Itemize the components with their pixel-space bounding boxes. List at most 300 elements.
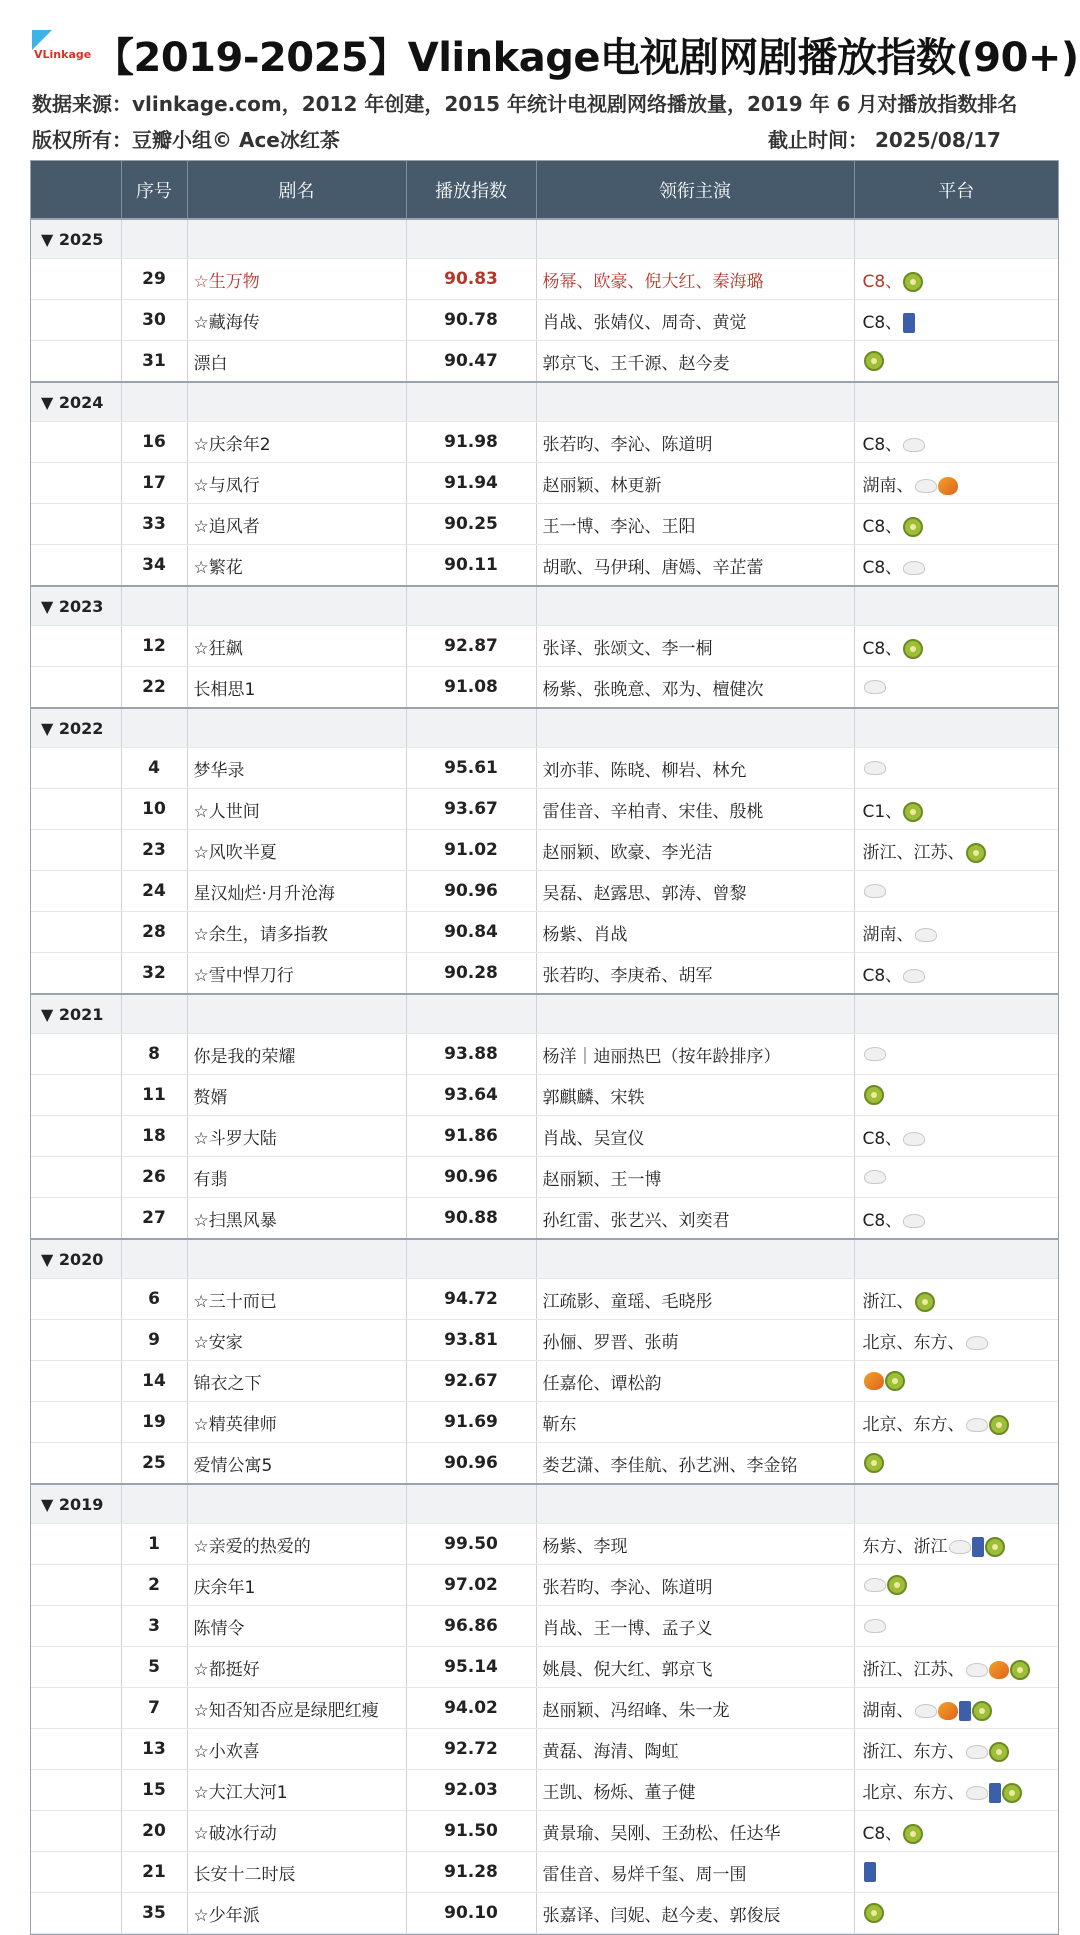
actors-cell: 杨紫、肖战 — [536, 912, 854, 953]
drama-name-cell: ☆风吹半夏 — [187, 830, 406, 871]
platform-text: 北京、东方、 — [862, 1782, 965, 1803]
year-cell-empty — [31, 1770, 121, 1811]
year-row-spacer — [121, 219, 187, 259]
table-row — [31, 422, 1058, 463]
platform-cell — [854, 1688, 1058, 1729]
header-title: 剧名 — [187, 161, 406, 219]
actors-cell: 黄景瑜、吴刚、王劲松、任达华 — [536, 1811, 854, 1852]
kiwi-icon — [864, 351, 884, 371]
rank-cell: 34 — [121, 545, 187, 587]
drama-name-cell: ☆小欢喜 — [187, 1729, 406, 1770]
play-index-cell: 91.94 — [406, 463, 536, 504]
kiwi-icon — [915, 1292, 935, 1312]
jeans-icon — [864, 1862, 876, 1882]
table-row — [31, 1443, 1058, 1485]
play-index-cell: 97.02 — [406, 1565, 536, 1606]
kiwi-icon — [864, 1453, 884, 1473]
jeans-icon — [989, 1783, 1001, 1803]
year-row-spacer — [854, 1484, 1058, 1524]
actors-cell: 肖战、张婧仪、周奇、黄觉 — [536, 300, 854, 341]
platform-cell — [854, 300, 1058, 341]
platform-text: C1、 — [862, 801, 903, 822]
drama-name-cell: 梦华录 — [187, 748, 406, 789]
drama-name-cell: 陈情令 — [187, 1606, 406, 1647]
year-cell-empty — [31, 300, 121, 341]
actors-cell: 任嘉伦、谭松韵 — [536, 1361, 854, 1402]
actors-cell: 杨洋｜迪丽热巴（按年龄排序） — [536, 1034, 854, 1075]
table-row — [31, 1565, 1058, 1606]
swan-icon — [864, 1170, 886, 1184]
jeans-icon — [972, 1537, 984, 1557]
platform-text: 浙江、江苏、 — [862, 1659, 965, 1680]
kiwi-icon — [864, 1085, 884, 1105]
table-row — [31, 1034, 1058, 1075]
year-cell-empty — [31, 1320, 121, 1361]
rank-cell: 24 — [121, 871, 187, 912]
year-cell-empty — [31, 1524, 121, 1565]
rank-cell: 27 — [121, 1198, 187, 1240]
rank-cell: 33 — [121, 504, 187, 545]
table-row — [31, 1361, 1058, 1402]
year-row-spacer — [854, 219, 1058, 259]
mango-icon — [989, 1661, 1009, 1679]
platform-text: 浙江、 — [862, 1291, 914, 1312]
actors-cell: 王一博、李沁、王阳 — [536, 504, 854, 545]
year-row-spacer — [854, 1239, 1058, 1279]
year-cell-empty — [31, 871, 121, 912]
swan-icon — [864, 1619, 886, 1633]
rank-cell: 19 — [121, 1402, 187, 1443]
rank-cell: 28 — [121, 912, 187, 953]
swan-icon — [966, 1336, 988, 1350]
table-body — [31, 219, 1058, 1934]
play-index-cell: 90.96 — [406, 871, 536, 912]
platform-cell — [854, 1402, 1058, 1443]
play-index-cell: 91.86 — [406, 1116, 536, 1157]
year-cell-empty — [31, 422, 121, 463]
year-row-spacer — [121, 994, 187, 1034]
swan-icon — [903, 438, 925, 452]
year-row-spacer — [406, 1484, 536, 1524]
platform-cell — [854, 1893, 1058, 1934]
rank-cell: 30 — [121, 300, 187, 341]
kiwi-icon — [989, 1742, 1009, 1762]
rank-cell: 1 — [121, 1524, 187, 1565]
rank-cell: 18 — [121, 1116, 187, 1157]
year-row-spacer — [536, 994, 854, 1034]
rank-cell: 16 — [121, 422, 187, 463]
actors-cell: 张若昀、李沁、陈道明 — [536, 422, 854, 463]
play-index-cell: 90.11 — [406, 545, 536, 587]
year-group-row[interactable] — [31, 382, 1058, 422]
platform-text: C8、 — [862, 557, 903, 578]
drama-name-cell: ☆斗罗大陆 — [187, 1116, 406, 1157]
year-cell-empty — [31, 504, 121, 545]
year-toggle[interactable]: ▼ 2022 — [31, 708, 121, 748]
platform-cell — [854, 463, 1058, 504]
platform-cell — [854, 830, 1058, 871]
actors-cell: 孙俪、罗晋、张萌 — [536, 1320, 854, 1361]
platform-text: 湖南、 — [862, 924, 914, 945]
year-row-spacer — [536, 382, 854, 422]
kiwi-icon — [885, 1371, 905, 1391]
cutoff-date: 截止时间： 2025/08/17 — [768, 128, 1001, 152]
drama-name-cell: ☆余生，请多指教 — [187, 912, 406, 953]
rank-cell: 7 — [121, 1688, 187, 1729]
actors-cell: 张译、张颂文、李一桐 — [536, 626, 854, 667]
table-row — [31, 1402, 1058, 1443]
play-index-cell: 90.96 — [406, 1443, 536, 1485]
rank-cell: 9 — [121, 1320, 187, 1361]
platform-cell — [854, 259, 1058, 300]
platform-cell — [854, 871, 1058, 912]
year-cell-empty — [31, 667, 121, 709]
platform-cell — [854, 504, 1058, 545]
swan-icon — [864, 761, 886, 775]
drama-name-cell: ☆都挺好 — [187, 1647, 406, 1688]
actors-cell: 杨幂、欧豪、倪大红、秦海璐 — [536, 259, 854, 300]
play-index-cell: 93.64 — [406, 1075, 536, 1116]
year-cell-empty — [31, 1729, 121, 1770]
drama-name-cell: ☆少年派 — [187, 1893, 406, 1934]
rank-cell: 31 — [121, 341, 187, 383]
drama-name-cell: 长相思1 — [187, 667, 406, 709]
drama-name-cell: ☆雪中悍刀行 — [187, 953, 406, 995]
play-index-cell: 92.72 — [406, 1729, 536, 1770]
year-toggle[interactable]: ▼ 2019 — [31, 1484, 121, 1524]
year-row-spacer — [121, 708, 187, 748]
drama-name-cell: ☆扫黑风暴 — [187, 1198, 406, 1240]
table-row — [31, 300, 1058, 341]
platform-cell — [854, 1157, 1058, 1198]
year-row-spacer — [406, 994, 536, 1034]
play-index-cell: 93.81 — [406, 1320, 536, 1361]
play-index-cell: 96.86 — [406, 1606, 536, 1647]
actors-cell: 杨紫、张晚意、邓为、檀健次 — [536, 667, 854, 709]
actors-cell: 肖战、王一博、孟子义 — [536, 1606, 854, 1647]
platform-text: 湖南、 — [862, 1700, 914, 1721]
actors-cell: 赵丽颖、欧豪、李光洁 — [536, 830, 854, 871]
rank-cell: 12 — [121, 626, 187, 667]
actors-cell: 张若昀、李沁、陈道明 — [536, 1565, 854, 1606]
rank-cell: 32 — [121, 953, 187, 995]
platform-text: C8、 — [862, 1128, 903, 1149]
rank-cell: 17 — [121, 463, 187, 504]
actors-cell: 雷佳音、辛柏青、宋佳、殷桃 — [536, 789, 854, 830]
year-cell-empty — [31, 1606, 121, 1647]
platform-cell — [854, 1811, 1058, 1852]
play-index-cell: 90.83 — [406, 259, 536, 300]
table-row — [31, 871, 1058, 912]
swan-icon — [949, 1540, 971, 1554]
platform-cell — [854, 422, 1058, 463]
rank-cell: 22 — [121, 667, 187, 709]
year-cell-empty — [31, 463, 121, 504]
platform-cell — [854, 953, 1058, 995]
year-row-spacer — [536, 219, 854, 259]
swan-icon — [966, 1418, 988, 1432]
header-platform: 平台 — [854, 161, 1058, 219]
platform-cell — [854, 1116, 1058, 1157]
vlinkage-logo — [32, 30, 90, 82]
year-toggle[interactable]: ▼ 2023 — [31, 586, 121, 626]
drama-name-cell: 爱情公寓5 — [187, 1443, 406, 1485]
swan-icon — [966, 1786, 988, 1800]
year-row-spacer — [121, 586, 187, 626]
drama-name-cell: ☆大江大河1 — [187, 1770, 406, 1811]
play-index-cell: 92.87 — [406, 626, 536, 667]
rank-cell: 29 — [121, 259, 187, 300]
year-row-spacer — [406, 586, 536, 626]
platform-cell — [854, 789, 1058, 830]
platform-cell — [854, 1606, 1058, 1647]
drama-name-cell: ☆繁花 — [187, 545, 406, 587]
platform-cell — [854, 1647, 1058, 1688]
swan-icon — [903, 969, 925, 983]
play-index-cell: 90.10 — [406, 1893, 536, 1934]
year-cell-empty — [31, 1811, 121, 1852]
table-row — [31, 1688, 1058, 1729]
table-row — [31, 341, 1058, 383]
play-index-cell: 99.50 — [406, 1524, 536, 1565]
year-row-spacer — [187, 994, 406, 1034]
platform-cell — [854, 1034, 1058, 1075]
drama-name-cell: ☆人世间 — [187, 789, 406, 830]
platform-cell — [854, 1279, 1058, 1320]
platform-text: C8、 — [862, 1823, 903, 1844]
drama-name-cell: 赘婿 — [187, 1075, 406, 1116]
rank-cell: 6 — [121, 1279, 187, 1320]
rank-cell: 5 — [121, 1647, 187, 1688]
drama-name-cell: ☆安家 — [187, 1320, 406, 1361]
year-cell-empty — [31, 1893, 121, 1934]
year-row-spacer — [406, 708, 536, 748]
year-row-spacer — [854, 586, 1058, 626]
year-row-spacer — [854, 708, 1058, 748]
actors-cell: 姚晨、倪大红、郭京飞 — [536, 1647, 854, 1688]
year-cell-empty — [31, 1034, 121, 1075]
year-group-row[interactable] — [31, 586, 1058, 626]
table-row — [31, 789, 1058, 830]
swan-icon — [966, 1663, 988, 1677]
kiwi-icon — [903, 1824, 923, 1844]
year-row-spacer — [406, 219, 536, 259]
year-group-row[interactable] — [31, 1484, 1058, 1524]
actors-cell: 王凯、杨烁、董子健 — [536, 1770, 854, 1811]
play-index-cell: 90.84 — [406, 912, 536, 953]
platform-text: C8、 — [862, 965, 903, 986]
platform-cell — [854, 1524, 1058, 1565]
year-row-spacer — [187, 382, 406, 422]
year-toggle[interactable]: ▼ 2024 — [31, 382, 121, 422]
table-row — [31, 1320, 1058, 1361]
drama-name-cell: 长安十二时辰 — [187, 1852, 406, 1893]
platform-text: 北京、东方、 — [862, 1414, 965, 1435]
jeans-icon — [959, 1701, 971, 1721]
header-actors: 领衔主演 — [536, 161, 854, 219]
year-cell-empty — [31, 1402, 121, 1443]
drama-name-cell: ☆破冰行动 — [187, 1811, 406, 1852]
logo-text: VLinkage — [34, 48, 92, 61]
table-row — [31, 667, 1058, 709]
drama-name-cell: ☆生万物 — [187, 259, 406, 300]
play-index-cell: 93.67 — [406, 789, 536, 830]
year-row-spacer — [536, 1484, 854, 1524]
rank-cell: 11 — [121, 1075, 187, 1116]
table-row — [31, 259, 1058, 300]
year-group-row[interactable] — [31, 994, 1058, 1034]
platform-cell — [854, 912, 1058, 953]
year-toggle[interactable]: ▼ 2025 — [31, 219, 121, 259]
table-row — [31, 504, 1058, 545]
actors-cell: 张若昀、李庚希、胡军 — [536, 953, 854, 995]
actors-cell: 江疏影、童瑶、毛晓彤 — [536, 1279, 854, 1320]
year-toggle[interactable]: ▼ 2021 — [31, 994, 121, 1034]
platform-cell — [854, 1198, 1058, 1240]
swan-icon — [903, 561, 925, 575]
platform-text: C8、 — [862, 638, 903, 659]
platform-text: C8、 — [862, 516, 903, 537]
drama-name-cell: ☆三十而已 — [187, 1279, 406, 1320]
platform-text: C8、 — [862, 271, 903, 292]
rank-cell: 10 — [121, 789, 187, 830]
logo-triangle-icon — [32, 30, 52, 50]
year-cell-empty — [31, 341, 121, 383]
table-row — [31, 830, 1058, 871]
year-cell-empty — [31, 259, 121, 300]
actors-cell: 张嘉译、闫妮、赵今麦、郭俊辰 — [536, 1893, 854, 1934]
table-row — [31, 1729, 1058, 1770]
actors-cell: 杨紫、李现 — [536, 1524, 854, 1565]
year-cell-empty — [31, 1198, 121, 1240]
drama-name-cell: 漂白 — [187, 341, 406, 383]
year-cell-empty — [31, 830, 121, 871]
rank-cell: 35 — [121, 1893, 187, 1934]
swan-icon — [864, 1578, 886, 1592]
drama-name-cell: 你是我的荣耀 — [187, 1034, 406, 1075]
year-row-spacer — [187, 586, 406, 626]
rank-cell: 3 — [121, 1606, 187, 1647]
year-cell-empty — [31, 748, 121, 789]
swan-icon — [966, 1745, 988, 1759]
year-cell-empty — [31, 1279, 121, 1320]
swan-icon — [903, 1132, 925, 1146]
table-header-row — [31, 161, 1058, 219]
table-row — [31, 463, 1058, 504]
copyright-note: 版权所有：豆瓣小组© Ace冰红茶 — [32, 128, 340, 152]
table-row — [31, 1647, 1058, 1688]
platform-text: C8、 — [862, 312, 903, 333]
actors-cell: 吴磊、赵露思、郭涛、曾黎 — [536, 871, 854, 912]
year-cell-empty — [31, 1443, 121, 1485]
year-cell-empty — [31, 912, 121, 953]
year-group-row[interactable] — [31, 219, 1058, 259]
rank-cell: 8 — [121, 1034, 187, 1075]
platform-text: C8、 — [862, 434, 903, 455]
rank-cell: 13 — [121, 1729, 187, 1770]
table-row — [31, 748, 1058, 789]
rank-cell: 2 — [121, 1565, 187, 1606]
actors-cell: 赵丽颖、林更新 — [536, 463, 854, 504]
platform-cell — [854, 1361, 1058, 1402]
table-row — [31, 1811, 1058, 1852]
ranking-table — [30, 160, 1059, 1935]
actors-cell: 胡歌、马伊琍、唐嫣、辛芷蕾 — [536, 545, 854, 587]
year-group-row[interactable] — [31, 708, 1058, 748]
year-row-spacer — [536, 1239, 854, 1279]
table-row — [31, 1770, 1058, 1811]
swan-icon — [864, 680, 886, 694]
actors-cell: 娄艺潇、李佳航、孙艺洲、李金铭 — [536, 1443, 854, 1485]
rank-cell: 21 — [121, 1852, 187, 1893]
table-row — [31, 1852, 1058, 1893]
table-row — [31, 1279, 1058, 1320]
year-group-row[interactable] — [31, 1239, 1058, 1279]
platform-cell — [854, 341, 1058, 383]
year-cell-empty — [31, 1157, 121, 1198]
platform-cell — [854, 1770, 1058, 1811]
rank-cell: 26 — [121, 1157, 187, 1198]
swan-icon — [864, 1047, 886, 1061]
play-index-cell: 90.96 — [406, 1157, 536, 1198]
play-index-cell: 94.02 — [406, 1688, 536, 1729]
platform-cell — [854, 1320, 1058, 1361]
actors-cell: 肖战、吴宣仪 — [536, 1116, 854, 1157]
rank-cell: 14 — [121, 1361, 187, 1402]
swan-icon — [915, 928, 937, 942]
play-index-cell: 95.61 — [406, 748, 536, 789]
kiwi-icon — [1002, 1783, 1022, 1803]
actors-cell: 刘亦菲、陈晓、柳岩、林允 — [536, 748, 854, 789]
platform-cell — [854, 1852, 1058, 1893]
year-row-spacer — [187, 1484, 406, 1524]
platform-cell — [854, 1443, 1058, 1485]
year-cell-empty — [31, 545, 121, 587]
rank-cell: 25 — [121, 1443, 187, 1485]
year-cell-empty — [31, 789, 121, 830]
play-index-cell: 90.28 — [406, 953, 536, 995]
actors-cell: 雷佳音、易烊千玺、周一围 — [536, 1852, 854, 1893]
rank-cell: 20 — [121, 1811, 187, 1852]
platform-text: 北京、东方、 — [862, 1332, 965, 1353]
kiwi-icon — [985, 1537, 1005, 1557]
drama-name-cell: ☆与凤行 — [187, 463, 406, 504]
page-title: 【2019-2025】Vlinkage电视剧网剧播放指数(90+) — [94, 35, 1079, 81]
kiwi-icon — [972, 1701, 992, 1721]
platform-cell — [854, 626, 1058, 667]
play-index-cell: 94.72 — [406, 1279, 536, 1320]
header-index: 播放指数 — [406, 161, 536, 219]
drama-name-cell: ☆庆余年2 — [187, 422, 406, 463]
year-toggle[interactable]: ▼ 2020 — [31, 1239, 121, 1279]
play-index-cell: 91.69 — [406, 1402, 536, 1443]
play-index-cell: 91.02 — [406, 830, 536, 871]
kiwi-icon — [903, 272, 923, 292]
drama-name-cell: ☆亲爱的热爱的 — [187, 1524, 406, 1565]
year-cell-empty — [31, 1852, 121, 1893]
platform-text: 湖南、 — [862, 475, 914, 496]
play-index-cell: 91.28 — [406, 1852, 536, 1893]
year-row-spacer — [121, 1239, 187, 1279]
table-row — [31, 545, 1058, 587]
year-row-spacer — [536, 586, 854, 626]
swan-icon — [915, 1704, 937, 1718]
table-row — [31, 1075, 1058, 1116]
platform-text: 东方、浙江 — [862, 1536, 948, 1557]
platform-text: 浙江、江苏、 — [862, 842, 965, 863]
drama-name-cell: 庆余年1 — [187, 1565, 406, 1606]
rank-cell: 15 — [121, 1770, 187, 1811]
